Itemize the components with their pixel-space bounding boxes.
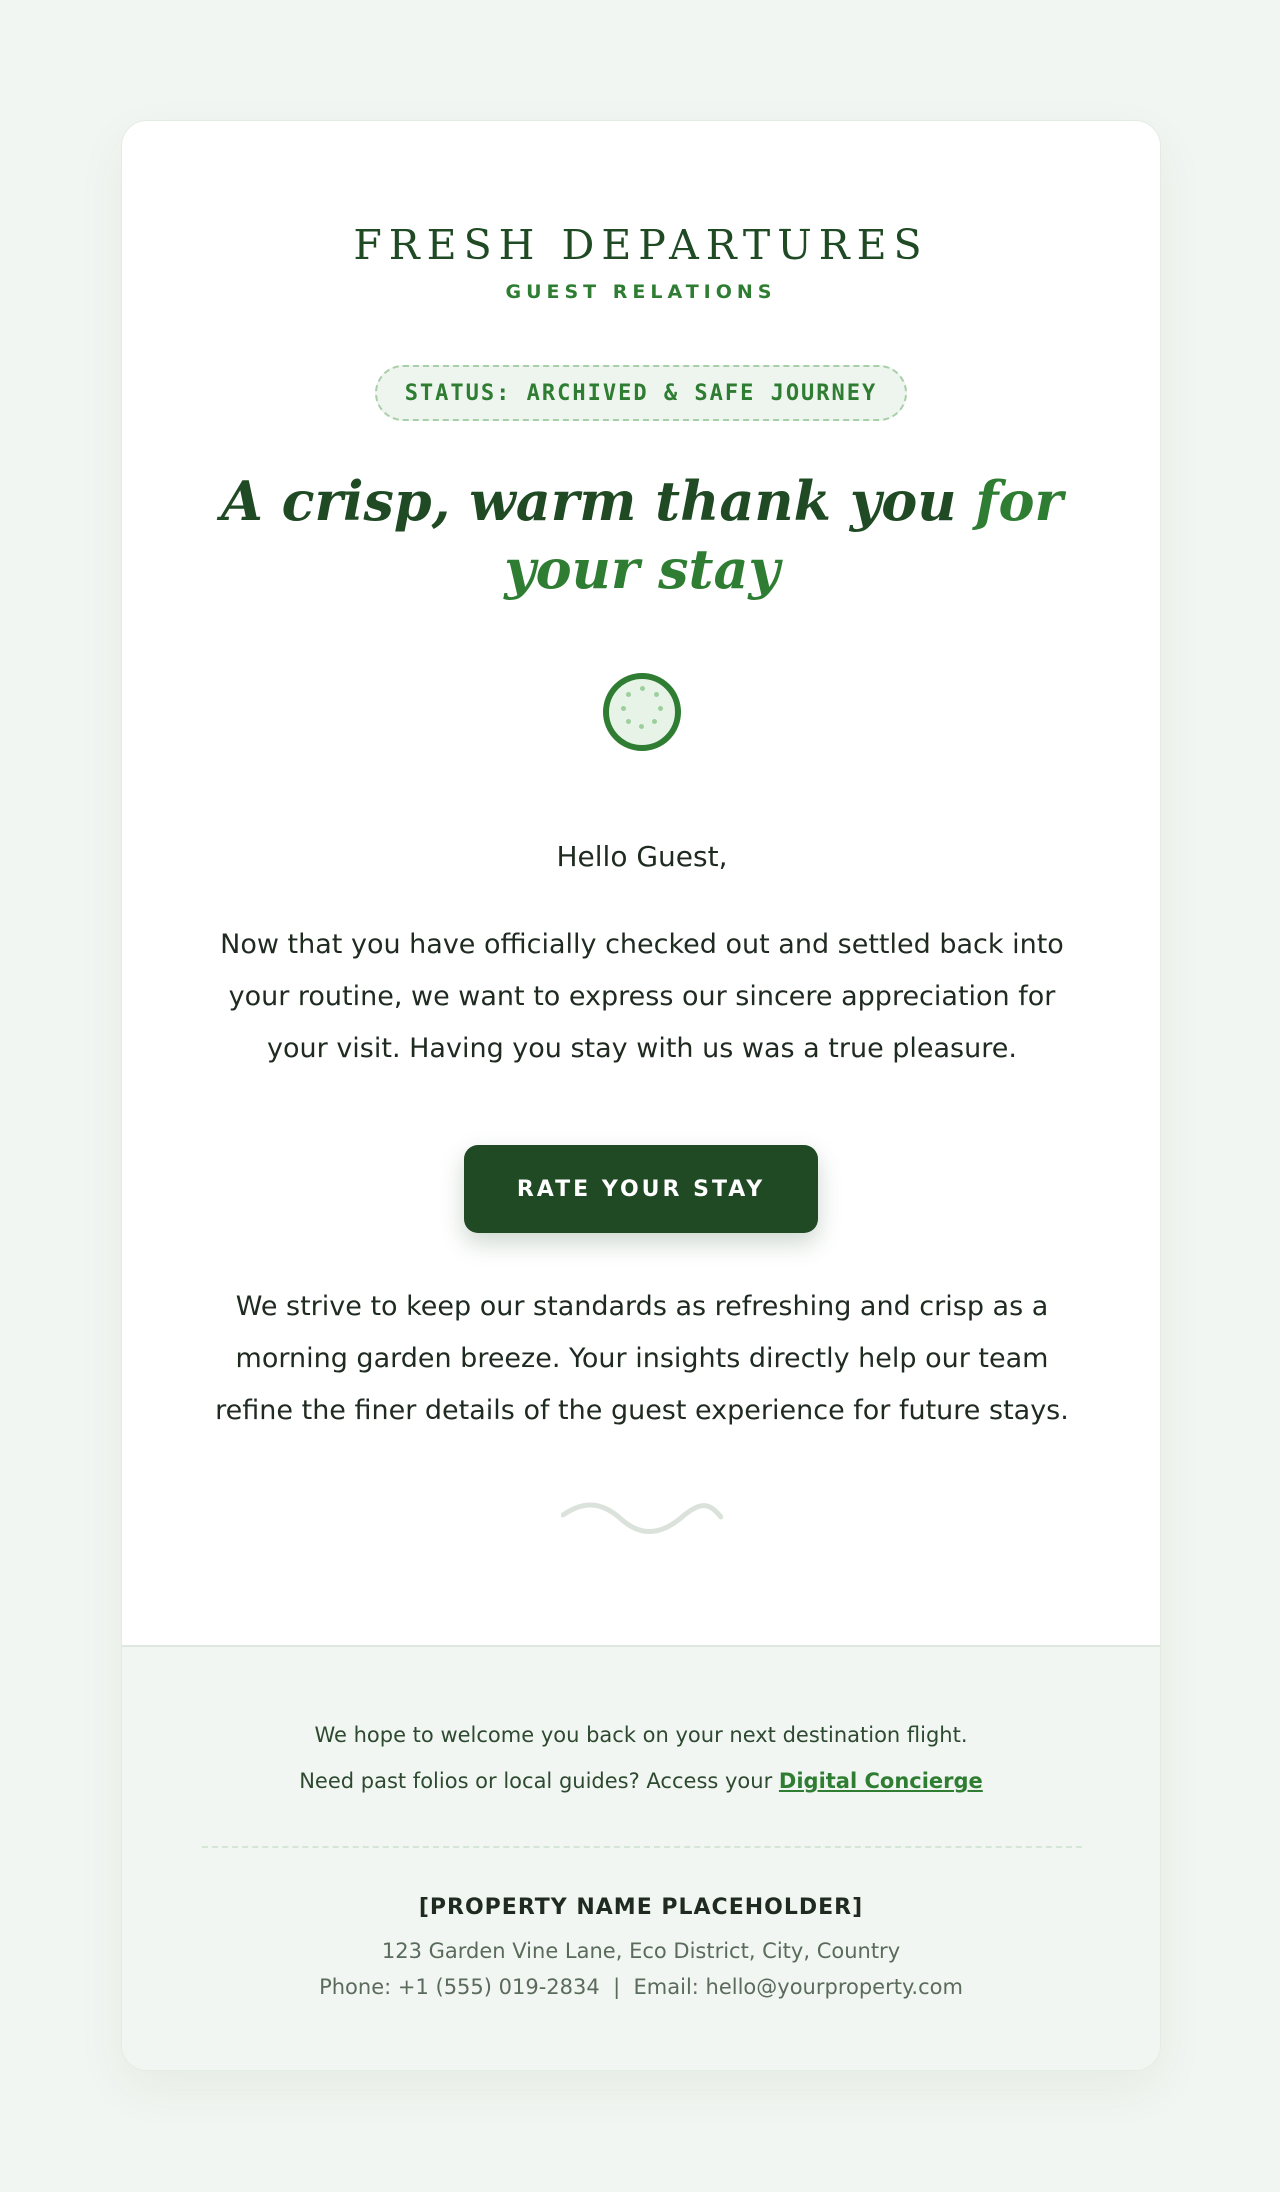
cucumber-slice-icon bbox=[603, 673, 681, 751]
status-label: STATUS: ARCHIVED & SAFE JOURNEY bbox=[404, 380, 878, 406]
welcome-back-text: We hope to welcome you back on your next destination flight. bbox=[314, 1723, 968, 1747]
headline-accent: for your stay bbox=[504, 469, 1063, 601]
property-name: [PROPERTY NAME PLACEHOLDER] bbox=[418, 1895, 864, 1920]
rate-your-stay-label: RATE YOUR STAY bbox=[516, 1176, 766, 1202]
property-contact: Phone: +1 (555) 019-2834 | Email: hello@yourproperty.com bbox=[319, 1975, 963, 1999]
headline-main: A crisp, warm thank you bbox=[220, 469, 957, 533]
email-card bbox=[121, 120, 1161, 2071]
wave-divider-icon bbox=[561, 1501, 723, 1535]
status-badge bbox=[375, 365, 907, 421]
digital-concierge-link[interactable]: Digital Concierge bbox=[778, 1769, 983, 1793]
concierge-prefix: Need past folios or local guides? Access your bbox=[299, 1769, 773, 1793]
rate-your-stay-button[interactable] bbox=[464, 1145, 818, 1233]
body-paragraph-2: We strive to keep our standards as refreshing and crisp as a morning garden breeze. Your insights directly help our team refine the finer details of the guest experience for future stays. bbox=[215, 1291, 1069, 1426]
brand-name: FRESH DEPARTURES bbox=[353, 221, 929, 269]
property-address: 123 Garden Vine Lane, Eco District, City, Country bbox=[381, 1939, 901, 1963]
concierge-text bbox=[122, 1769, 1160, 1793]
greeting: Hello Guest, bbox=[556, 840, 728, 873]
footer bbox=[122, 1645, 1160, 2071]
body-paragraph-1: Now that you have officially checked out and settled back into your routine, we want to express our sincere appreciation for your visit. Having you stay with us was a true pleasure. bbox=[220, 929, 1064, 1064]
brand-subtitle: GUEST RELATIONS bbox=[505, 281, 777, 303]
page-title bbox=[202, 467, 1082, 603]
footer-divider bbox=[202, 1846, 1082, 1848]
